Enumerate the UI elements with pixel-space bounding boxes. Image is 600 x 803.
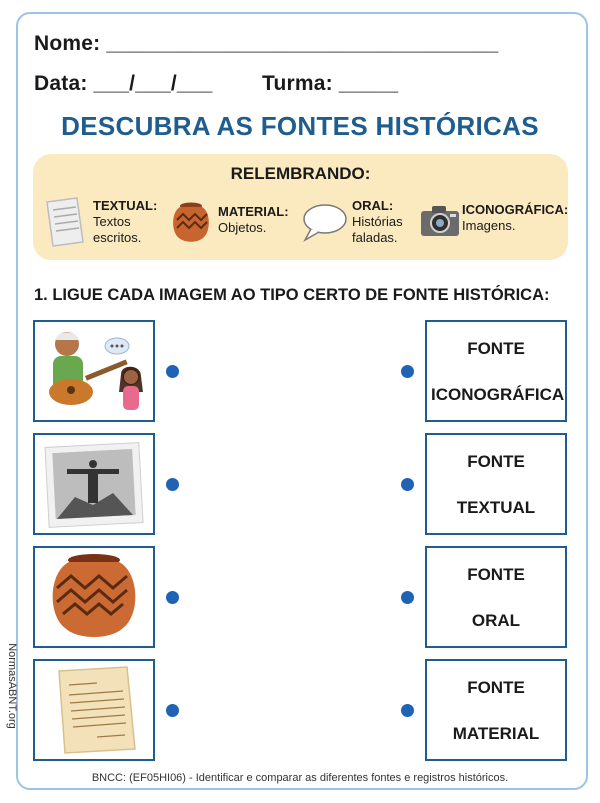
- label-text-3: [431, 540, 561, 655]
- image-box-2: [33, 433, 155, 535]
- label-box-4: [425, 659, 567, 761]
- document-icon: [43, 196, 87, 248]
- remember-textual-key: TEXTUAL:: [93, 198, 158, 213]
- connector-dot-right-1[interactable]: [401, 365, 414, 378]
- remember-material-desc1: Objetos.: [218, 220, 267, 235]
- remember-material-key: MATERIAL:: [218, 204, 289, 219]
- name-line: Nome: _________________________________: [34, 32, 499, 55]
- connector-dot-left-3[interactable]: [166, 591, 179, 604]
- label-3-line1: FONTE: [467, 564, 525, 584]
- remember-oral-key: ORAL:: [352, 198, 394, 213]
- remember-material: [218, 204, 289, 236]
- date-line: Data: ___/___/___: [34, 72, 213, 95]
- remember-heading: RELEMBRANDO:: [230, 164, 371, 183]
- connector-dot-left-2[interactable]: [166, 478, 179, 491]
- label-4-line1: FONTE: [467, 677, 525, 697]
- handwritten-letter-illustration: [35, 661, 153, 759]
- footer-text: BNCC: (EF05HI06) - Identificar e comparar as diferentes fontes e registros históricos.: [91, 772, 509, 784]
- label-1-line1: FONTE: [467, 338, 525, 358]
- label-1-line2: ICONOGRÁFICA: [431, 384, 565, 404]
- label-4-line2: MATERIAL: [452, 723, 540, 743]
- label-box-2: [425, 433, 567, 535]
- grandpa-guitar-child-illustration: [35, 322, 153, 420]
- connector-dot-left-4[interactable]: [166, 704, 179, 717]
- label-3-line2: ORAL: [471, 610, 521, 630]
- side-watermark-text: NormasABNT.org: [6, 643, 18, 729]
- page-title: DESCUBRA AS FONTES HISTÓRICAS: [61, 111, 539, 141]
- connector-dot-left-1[interactable]: [166, 365, 179, 378]
- class-line: Turma: _____: [262, 72, 399, 95]
- remember-iconografica: [462, 202, 568, 234]
- image-box-1: [33, 320, 155, 422]
- connector-dot-right-2[interactable]: [401, 478, 414, 491]
- connector-dot-right-4[interactable]: [401, 704, 414, 717]
- camera-icon: [419, 204, 461, 238]
- label-box-3: [425, 546, 567, 648]
- remember-oral: [352, 198, 403, 246]
- remember-panel: [33, 154, 568, 260]
- clay-pot-icon: [169, 200, 213, 244]
- remember-oral-desc1: Histórias: [352, 214, 403, 229]
- label-2-line2: TEXTUAL: [456, 497, 536, 517]
- label-text-2: [431, 427, 561, 542]
- connector-dot-right-3[interactable]: [401, 591, 414, 604]
- image-box-3: [33, 546, 155, 648]
- clay-pot-illustration: [35, 548, 153, 646]
- remember-iconografica-desc1: Imagens.: [462, 218, 516, 233]
- question-text: 1. LIGUE CADA IMAGEM AO TIPO CERTO DE FONTE HISTÓRICA:: [34, 286, 550, 304]
- label-box-1: [425, 320, 567, 422]
- speech-bubble-icon: [301, 202, 349, 244]
- christ-the-redeemer-photo: [35, 435, 153, 533]
- label-text-1: [431, 314, 565, 429]
- remember-oral-desc2: faladas.: [352, 230, 398, 245]
- remember-textual: [93, 198, 157, 246]
- image-box-4: [33, 659, 155, 761]
- remember-textual-desc2: escritos.: [93, 230, 142, 245]
- remember-textual-desc1: Textos: [93, 214, 131, 229]
- label-2-line1: FONTE: [467, 451, 525, 471]
- remember-iconografica-key: ICONOGRÁFICA:: [462, 202, 569, 217]
- label-text-4: [431, 653, 561, 768]
